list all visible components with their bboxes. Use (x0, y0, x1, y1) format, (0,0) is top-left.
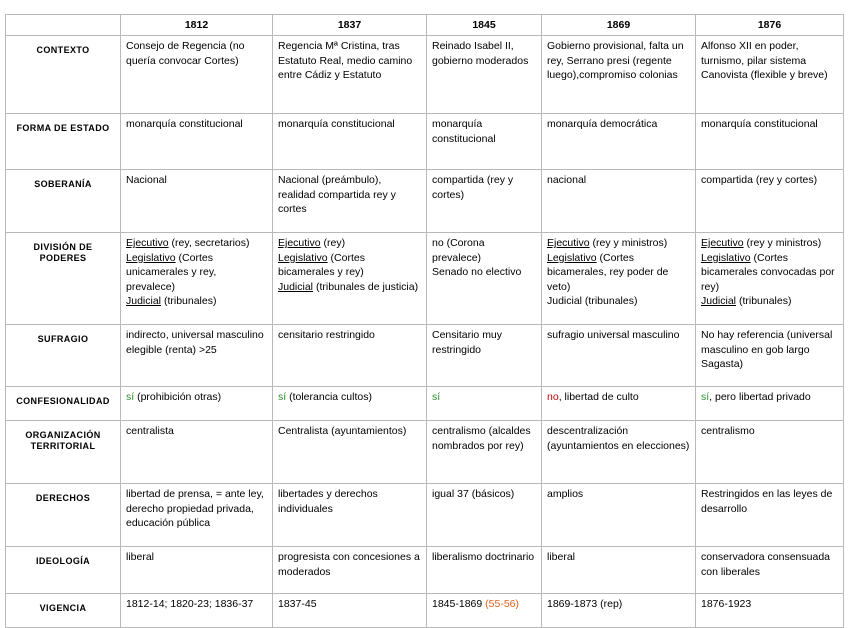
confes-detail: (prohibición otras) (134, 391, 222, 403)
column-header-1869: 1869 (542, 15, 696, 36)
constitutions-comparison-table (5, 14, 844, 628)
cell-vigencia-1876: 1876-1923 (696, 594, 844, 628)
judicial-term: Judicial (278, 280, 314, 293)
cell-sufragio-1845: Censitario muy restringido (427, 325, 542, 387)
vigencia-interruption: (55-56) (485, 598, 519, 610)
cell-ideologia-1837: progresista con concesiones a moderados (273, 547, 427, 594)
row-sufragio (6, 325, 844, 387)
cell-vigencia-1837: 1837-45 (273, 594, 427, 628)
cell-forma-1876: monarquía constitucional (696, 114, 844, 170)
legislativo-term: Legislativo (701, 251, 751, 264)
row-label-soberania: SOBERANÍA (6, 170, 121, 233)
confes-detail: , pero libertad privado (709, 391, 811, 403)
cell-derechos-1812: libertad de prensa, = ante ley, derecho propiedad privada, educación pública (121, 484, 273, 547)
cell-forma-1869: monarquía democrática (542, 114, 696, 170)
row-soberania (6, 170, 844, 233)
row-label-derechos: DERECHOS (6, 484, 121, 547)
division-line-2: Senado no electivo (432, 266, 522, 278)
ejecutivo-term: Ejecutivo (547, 237, 590, 249)
legislativo-detail: (Cortes bicamerales convocadas por rey) (701, 251, 835, 293)
judicial-term: Judicial (126, 295, 162, 307)
row-vigencia (6, 594, 844, 628)
cell-soberania-1876: compartida (rey y cortes) (696, 170, 844, 233)
cell-contexto-1837: Regencia Mª Cristina, tras Estatuto Real, medio camino entre Cádiz y Estatuto (273, 36, 427, 114)
cell-contexto-1869: Gobierno provisional, falta un rey, Serrano presi (regente luego),compromiso colonias (542, 36, 696, 114)
division-ejecutivo-line (278, 236, 421, 251)
ejecutivo-term: Ejecutivo (126, 237, 169, 249)
cell-vigencia-1812: 1812-14; 1820-23; 1836-37 (121, 594, 273, 628)
division-legislativo-line (126, 251, 267, 295)
cell-sufragio-1812: indirecto, universal masculino elegible (renta) >25 (121, 325, 273, 387)
column-header-1837: 1837 (273, 15, 427, 36)
legislativo-term: Legislativo (278, 251, 328, 264)
ejecutivo-term: Ejecutivo (278, 237, 321, 249)
row-label-organizacion-territorial: ORGANIZACIÓN TERRITORIAL (6, 421, 121, 484)
division-judicial-line: Judicial (tribunales) (547, 295, 638, 307)
cell-vigencia-1869: 1869-1873 (rep) (542, 594, 696, 628)
confes-mark: no (547, 391, 559, 403)
cell-derechos-1845: igual 37 (básicos) (427, 484, 542, 547)
cell-division-1869 (542, 233, 696, 325)
judicial-detail: (tribunales) (161, 295, 217, 307)
row-forma-de-estado (6, 114, 844, 170)
confes-detail: (tolerancia cultos) (286, 391, 372, 403)
confes-mark: sí (432, 391, 441, 403)
legislativo-detail: (Cortes unicamerales y rey, prevalece) (126, 251, 217, 293)
ejecutivo-detail: (rey, secretarios) (168, 237, 250, 249)
division-line-1: no (Corona prevalece) (432, 237, 485, 264)
vigencia-main: 1845-1869 (432, 598, 483, 610)
row-label-division-de-poderes: DIVISIÓN DE PODERES (6, 233, 121, 325)
row-label-sufragio: SUFRAGIO (6, 325, 121, 387)
cell-sufragio-1876: No hay referencia (universal masculino en gob largo Sagasta) (696, 325, 844, 387)
cell-soberania-1812: Nacional (121, 170, 273, 233)
division-judicial-line (701, 294, 838, 309)
row-label-ideologia: IDEOLOGÍA (6, 547, 121, 594)
cell-derechos-1876: Restringidos en las leyes de desarrollo (696, 484, 844, 547)
row-label-forma-de-estado: FORMA DE ESTADO (6, 114, 121, 170)
division-legislativo-line (701, 251, 838, 295)
legislativo-term: Legislativo (126, 251, 176, 264)
cell-organiz-1837: Centralista (ayuntamientos) (273, 421, 427, 484)
legislativo-term: Legislativo (547, 251, 597, 264)
row-label-contexto: CONTEXTO (6, 36, 121, 114)
cell-ideologia-1869: liberal (542, 547, 696, 594)
cell-ideologia-1845: liberalismo doctrinario (427, 547, 542, 594)
legislativo-detail: (Cortes bicamerales, rey poder de veto) (547, 251, 669, 293)
cell-confes-1837 (273, 387, 427, 421)
cell-confes-1876 (696, 387, 844, 421)
ejecutivo-detail: (rey) (320, 237, 346, 249)
cell-soberania-1845: compartida (rey y cortes) (427, 170, 542, 233)
row-organizacion-territorial (6, 421, 844, 484)
division-judicial-line (278, 280, 421, 295)
cell-division-1845 (427, 233, 542, 325)
cell-sufragio-1837: censitario restringido (273, 325, 427, 387)
ejecutivo-term: Ejecutivo (701, 237, 744, 249)
cell-division-1837 (273, 233, 427, 325)
row-label-confesionalidad: CONFESIONALIDAD (6, 387, 121, 421)
cell-organiz-1876: centralismo (696, 421, 844, 484)
row-ideologia (6, 547, 844, 594)
cell-ideologia-1812: liberal (121, 547, 273, 594)
division-ejecutivo-line (126, 236, 267, 251)
judicial-detail: (tribunales) (736, 295, 792, 307)
ejecutivo-detail: (rey y ministros) (589, 237, 668, 249)
confes-mark: sí (278, 391, 287, 403)
division-legislativo-line (547, 251, 690, 295)
cell-organiz-1812: centralista (121, 421, 273, 484)
cell-contexto-1845: Reinado Isabel II, gobierno moderados (427, 36, 542, 114)
division-judicial-line (126, 294, 267, 309)
ejecutivo-detail: (rey y ministros) (743, 237, 822, 249)
cell-derechos-1837: libertades y derechos individuales (273, 484, 427, 547)
division-ejecutivo-line (547, 236, 690, 251)
cell-division-1876 (696, 233, 844, 325)
row-division-de-poderes (6, 233, 844, 325)
cell-confes-1812 (121, 387, 273, 421)
judicial-term: Judicial (701, 295, 737, 307)
cell-ideologia-1876: conservadora consensuada con liberales (696, 547, 844, 594)
row-contexto (6, 36, 844, 114)
division-legislativo-line (278, 251, 421, 280)
row-confesionalidad (6, 387, 844, 421)
cell-contexto-1876: Alfonso XII en poder, turnismo, pilar sistema Canovista (flexible y breve) (696, 36, 844, 114)
column-header-1845: 1845 (427, 15, 542, 36)
legislativo-detail: (Cortes bicamerales y rey) (278, 251, 365, 278)
cell-forma-1845: monarquía constitucional (427, 114, 542, 170)
cell-confes-1869 (542, 387, 696, 421)
cell-confes-1845 (427, 387, 542, 421)
row-label-vigencia: VIGENCIA (6, 594, 121, 628)
cell-organiz-1845: centralismo (alcaldes nombrados por rey) (427, 421, 542, 484)
judicial-detail: (tribunales de justicia) (313, 280, 419, 293)
cell-sufragio-1869: sufragio universal masculino (542, 325, 696, 387)
confes-mark: sí (126, 391, 135, 403)
cell-derechos-1869: amplios (542, 484, 696, 547)
column-header-1812: 1812 (121, 15, 273, 36)
division-ejecutivo-line (701, 236, 838, 251)
confes-mark: sí (701, 391, 710, 403)
cell-forma-1837: monarquía constitucional (273, 114, 427, 170)
cell-vigencia-1845 (427, 594, 542, 628)
cell-soberania-1837: Nacional (preámbulo), realidad compartida rey y cortes (273, 170, 427, 233)
row-derechos (6, 484, 844, 547)
corner-cell (6, 15, 121, 36)
cell-organiz-1869: descentralización (ayuntamientos en elecciones) (542, 421, 696, 484)
header-row (6, 15, 844, 36)
confes-detail: , libertad de culto (558, 391, 639, 403)
cell-soberania-1869: nacional (542, 170, 696, 233)
column-header-1876: 1876 (696, 15, 844, 36)
cell-forma-1812: monarquía constitucional (121, 114, 273, 170)
cell-contexto-1812: Consejo de Regencia (no quería convocar Cortes) (121, 36, 273, 114)
cell-division-1812 (121, 233, 273, 325)
